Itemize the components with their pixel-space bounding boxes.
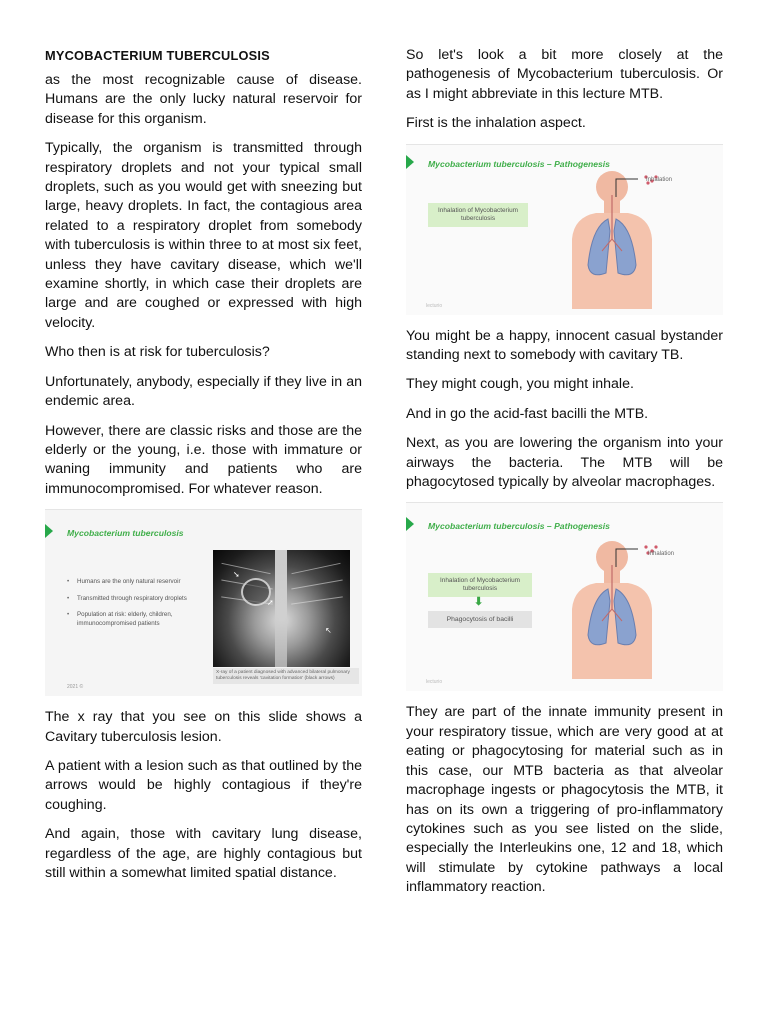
step-box-inhalation: Inhalation of Mycobacterium tuberculosis (428, 573, 532, 597)
step-box-inhalation: Inhalation of Mycobacterium tuberculosis (428, 203, 528, 227)
xray-caption: X-ray of a patient diagnosed with advanced bilateral pulmonary tuberculosis reveals 'cavitation formation' (black arrows) (213, 668, 359, 684)
paragraph: The x ray that you see on this slide shows a Cavitary tuberculosis lesion. (45, 709, 362, 745)
slide-marker-icon (406, 517, 414, 531)
slide-bullet-list (65, 578, 195, 636)
paragraph: Who then is at risk for tuberculosis? (45, 344, 270, 361)
paragraph: A patient with a lesion such as that outlined by the arrows would be highly contagious if they're coughing. (45, 757, 362, 813)
slide-title: Mycobacterium tuberculosis (67, 528, 184, 539)
slide-bullet: • Population at risk: elderly, children, immunocompromised patients (65, 611, 195, 628)
paragraph: However, there are classic risks and those are the elderly or the young, i.e. those with immature or waning immunity and patients who are immunocompromised. For whatever reason. (45, 422, 362, 497)
paragraph: So let's look a bit more closely at the pathogenesis of Mycobacterium tuberculosis. Or as I might abbreviate in this lecture MTB. (406, 47, 723, 102)
paragraph: Unfortunately, anybody, especially if they live in an endemic area. (45, 373, 362, 410)
slide-logo: lecturio (426, 302, 443, 309)
slide-marker-icon (45, 524, 53, 538)
paragraph: First is the inhalation aspect. (406, 115, 586, 132)
paragraph: They are part of the innate immunity present in your respiratory tissue, which are very good at at eating or phagocytosing for material such as in this case, our MTB bacteria as that alveolar macrophage ingests or phagocytosis the MTB, it has on its own a triggering of pro-inflammatory cytokines such as you see listed on the slide, especially the Interleukins one, 12 and 18, which will stimulate by cytokine pathways a local inflammatory reaction. (406, 704, 723, 896)
slide-bullet: • Transmitted through respiratory droplets (65, 595, 195, 604)
paragraph: And again, those with cavitary lung disease, regardless of the age, are highly contagious but still within a somewhat limited spatial distance. (45, 826, 362, 881)
slide-title: Mycobacterium tuberculosis – Pathogenesis (428, 521, 610, 532)
left-column (45, 44, 362, 893)
slide-pathogenesis-phagocytosis (406, 502, 723, 691)
slide-marker-icon (406, 155, 414, 169)
paragraph: Next, as you are lowering the organism into your airways the bacteria. The MTB will be phagocytosed typically by alveolar macrophages. (406, 435, 723, 491)
step-box-phagocytosis: Phagocytosis of bacilli (428, 611, 532, 628)
paragraph: You might be a happy, innocent casual bystander standing next to somebody with cavitary TB. (406, 327, 723, 364)
arrow-icon: ➚ (267, 598, 274, 608)
paragraph: as the most recognizable cause of disease. Humans are the only lucky natural reservoir for disease for this organism. (45, 72, 362, 127)
slide-title: Mycobacterium tuberculosis – Pathogenesis (428, 158, 610, 169)
paragraph: Typically, the organism is transmitted through respiratory droplets and not your typical small droplets, such as you would get with sneezing but large, heavy droplets. In fact, the contagious area related to a respiratory droplet from somebody with tuberculosis is within three to at most six feet, unless they have cavitary disease, which we'll examine shortly, in which case their droplets are large and are coughed or expressed with high velocity. (45, 140, 362, 331)
document-title: MYCOBACTERIUM TUBERCULOSIS (45, 48, 270, 63)
chest-xray-image (213, 550, 350, 667)
paragraph: They might cough, you might inhale. (406, 376, 634, 393)
inhalation-label: Inhalation (648, 551, 675, 558)
respiratory-figure (566, 539, 696, 679)
respiratory-figure (566, 169, 696, 309)
slide-footer: 2021 © (67, 684, 84, 691)
arrow-icon: ↖ (325, 626, 332, 636)
slide-pathogenesis-inhalation (406, 144, 723, 315)
arrow-icon: ➘ (233, 570, 240, 580)
arrow-down-icon: ⬇ (474, 596, 484, 609)
slide-logo: lecturio (426, 679, 443, 686)
inhalation-label: Inhalation (646, 176, 673, 183)
paragraph: And in go the acid-fast bacilli the MTB. (406, 405, 649, 422)
slide-bullet: • Humans are the only natural reservoir (65, 578, 195, 587)
right-column (406, 46, 723, 908)
slide-xray (45, 509, 362, 696)
